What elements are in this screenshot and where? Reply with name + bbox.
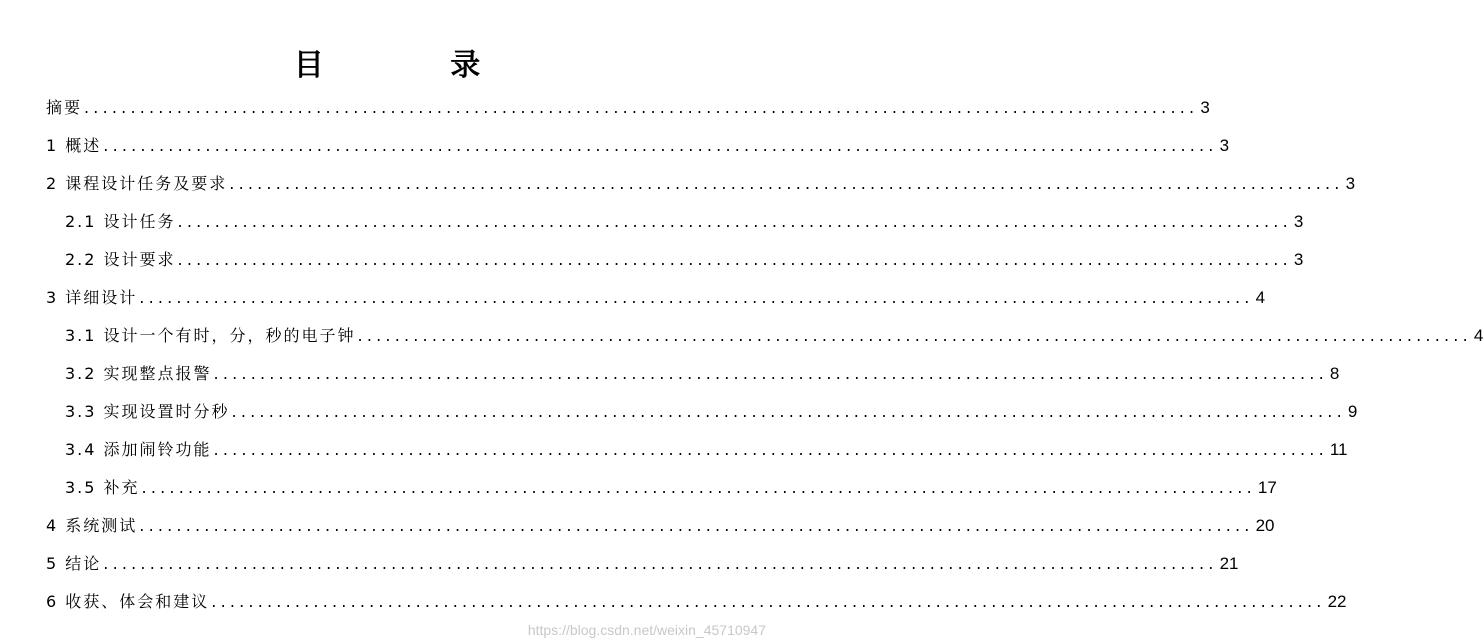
toc-entry-label: 3.1 设计一个有时，分，秒的电子钟 — [65, 326, 356, 345]
toc-entry-page: 17 — [1257, 478, 1277, 497]
toc-entry-page: 4 — [1255, 288, 1266, 307]
page-title: 目 录 — [293, 48, 539, 83]
toc-entry-3-5[interactable] — [65, 469, 1277, 499]
toc-leader-dots: ........................................................................................................................ — [103, 554, 1218, 573]
toc-entry-page: 3 — [1200, 98, 1210, 117]
toc-leader-dots: ........................................................................................................................ — [229, 174, 1344, 193]
toc-entry-label: 2.2 设计要求 — [65, 250, 176, 269]
toc-entry-page: 22 — [1327, 592, 1347, 611]
toc-leader-dots: ........................................................................................................................ — [211, 592, 1326, 611]
toc-entry-label: 6 收获、体会和建议 — [46, 592, 210, 611]
toc-leader-dots: ........................................................................................................................ — [357, 326, 1472, 345]
toc-entry-3-3[interactable] — [65, 393, 1358, 423]
toc-entry-2[interactable] — [46, 165, 1356, 195]
toc-entry-5[interactable] — [46, 545, 1239, 575]
toc-entry-abstract[interactable] — [46, 89, 1210, 119]
toc-entry-page: 4 — [1473, 326, 1483, 345]
toc-entry-3-4[interactable] — [65, 431, 1348, 461]
toc-leader-dots: ........................................................................................................................ — [213, 440, 1328, 459]
toc-entry-page: 9 — [1347, 402, 1358, 421]
toc-entry-4[interactable] — [46, 507, 1275, 537]
toc-entry-label: 5 结论 — [46, 554, 102, 573]
toc-entry-2-1[interactable] — [65, 203, 1304, 233]
toc-leader-dots: ........................................................................................................................ — [177, 250, 1292, 269]
toc-leader-dots: ........................................................................................................................ — [84, 98, 1199, 117]
toc-entry-label: 3.2 实现整点报警 — [65, 364, 212, 383]
toc-entry-3[interactable] — [46, 279, 1266, 309]
toc-entry-label: 3.5 补充 — [65, 478, 140, 497]
toc-entry-page: 3 — [1293, 250, 1304, 269]
toc-entry-page: 21 — [1219, 554, 1239, 573]
toc-leader-dots: ........................................................................................................................ — [139, 288, 1254, 307]
toc-entry-label: 3.4 添加闹铃功能 — [65, 440, 212, 459]
toc-entry-3-1[interactable] — [65, 317, 1483, 347]
toc-entry-label: 1 概述 — [46, 136, 102, 155]
toc-entry-page: 3 — [1345, 174, 1356, 193]
toc-entry-label: 4 系统测试 — [46, 516, 138, 535]
toc-entry-page: 8 — [1329, 364, 1340, 383]
toc-entry-label: 3 详细设计 — [46, 288, 138, 307]
toc-entry-label: 摘要 — [46, 98, 83, 117]
toc-leader-dots: ........................................................................................................................ — [177, 212, 1292, 231]
toc-entry-page: 20 — [1255, 516, 1275, 535]
toc-entry-page: 11 — [1329, 440, 1348, 459]
toc-leader-dots: ........................................................................................................................ — [103, 136, 1218, 155]
toc-entry-6[interactable] — [46, 583, 1347, 613]
toc-entry-page: 3 — [1219, 136, 1230, 155]
toc-entry-page: 3 — [1293, 212, 1304, 231]
toc-leader-dots: ........................................................................................................................ — [213, 364, 1328, 383]
toc-leader-dots: ........................................................................................................................ — [231, 402, 1346, 421]
toc-leader-dots: ........................................................................................................................ — [141, 478, 1256, 497]
toc-entry-2-2[interactable] — [65, 241, 1304, 271]
toc-entry-label: 3.3 实现设置时分秒 — [65, 402, 230, 421]
toc-entry-1[interactable] — [46, 127, 1230, 157]
toc-entry-label: 2.1 设计任务 — [65, 212, 176, 231]
toc-entry-label: 2 课程设计任务及要求 — [46, 174, 228, 193]
toc-entry-3-2[interactable] — [65, 355, 1340, 385]
watermark-url: https://blog.csdn.net/weixin_45710947 — [527, 622, 766, 638]
toc-leader-dots: ........................................................................................................................ — [139, 516, 1254, 535]
